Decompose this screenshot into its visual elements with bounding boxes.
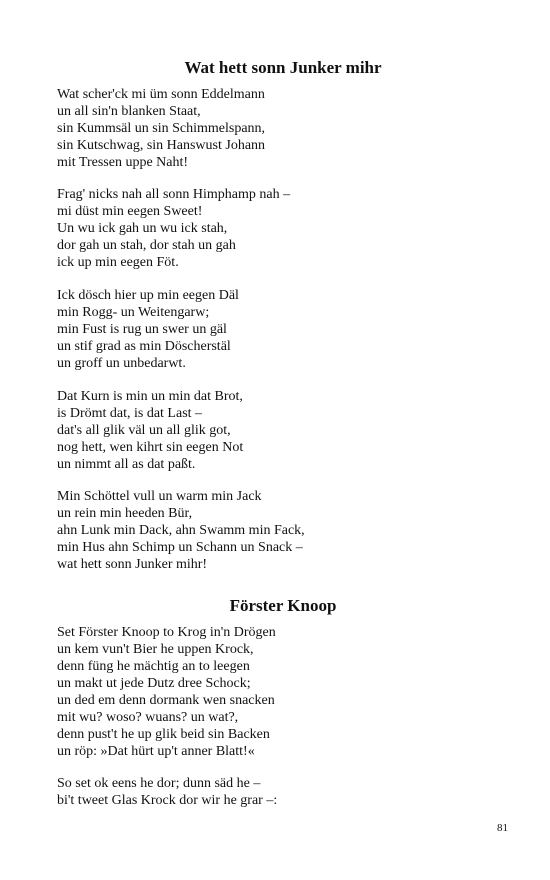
verse-line: Ick dösch hier up min eegen Däl: [57, 288, 239, 303]
verse-line: sin Kutschwag, sin Hanswust Johann: [57, 138, 266, 153]
verse-line: Un wu ick gah un wu ick stah,: [57, 221, 228, 236]
verse-line: is Drömt dat, is dat Last –: [57, 406, 203, 421]
verse-line: un ded em denn dormank wen snacken: [57, 693, 275, 708]
verse-line: Min Schöttel vull un warm min Jack: [57, 489, 262, 504]
poem-title-junker: Wat hett sonn Junker mihr: [184, 58, 382, 77]
verse-line: un makt ut jede Dutz dree Schock;: [57, 676, 251, 691]
verse-line: Set Förster Knoop to Krog in'n Drögen: [57, 625, 276, 640]
verse-line: un stif grad as min Döscherstäl: [57, 339, 231, 354]
verse-line: So set ok eens he dor; dunn säd he –: [57, 776, 261, 791]
verse-line: mit Tressen uppe Naht!: [57, 155, 189, 170]
verse-line: dat's all glik väl un all glik got,: [57, 423, 231, 438]
verse-line: dor gah un stah, dor stah un gah: [57, 238, 236, 253]
verse-line: denn pust't he up glik beid sin Backen: [57, 727, 270, 742]
verse-line: Dat Kurn is min un min dat Brot,: [57, 389, 243, 404]
verse-line: Wat scher'ck mi üm sonn Eddelmann: [57, 87, 265, 102]
verse-line: Frag' nicks nah all sonn Himphamp nah –: [57, 187, 291, 202]
verse-line: mi düst min eegen Sweet!: [57, 204, 203, 219]
stanza-6: [57, 624, 276, 760]
stanza-4: [57, 388, 243, 473]
stanza-2: [57, 186, 290, 271]
verse-line: min Fust is rug un swer un gäl: [57, 322, 227, 337]
verse-line: un rein min heeden Bür,: [57, 506, 193, 521]
verse-line: min Hus ahn Schimp un Schann un Snack –: [57, 540, 303, 555]
verse-line: wat hett sonn Junker mihr!: [57, 557, 208, 572]
verse-line: min Rogg- un Weitengarw;: [57, 305, 210, 320]
verse-line: un kem vun't Bier he uppen Krock,: [57, 642, 254, 657]
verse-line: un röp: »Dat hürt up't anner Blatt!«: [57, 744, 255, 759]
verse-line: denn füng he mächtig an to leegen: [57, 659, 250, 674]
verse-line: sin Kummsäl un sin Schimmelspann,: [57, 121, 266, 136]
stanza-3: [57, 287, 239, 372]
verse-line: nog hett, wen kihrt sin eegen Not: [57, 440, 244, 455]
verse-line: un all sin'n blanken Staat,: [57, 104, 201, 119]
verse-line: ick up min eegen Föt.: [57, 255, 179, 270]
page-number: 81: [497, 822, 508, 834]
verse-line: ahn Lunk min Dack, ahn Swamm min Fack,: [57, 523, 305, 538]
stanza-5: [57, 488, 305, 573]
stanza-7: [57, 775, 277, 809]
verse-line: mit wu? woso? wuans? un wat?,: [57, 710, 239, 725]
poem-title-foerster-knoop: Förster Knoop: [229, 596, 337, 615]
stanza-1: [57, 86, 265, 171]
verse-line: un nimmt all as dat paßt.: [57, 457, 196, 472]
verse-line: bi't tweet Glas Krock dor wir he grar –:: [57, 793, 278, 808]
verse-line: un groff un unbedarwt.: [57, 356, 186, 371]
